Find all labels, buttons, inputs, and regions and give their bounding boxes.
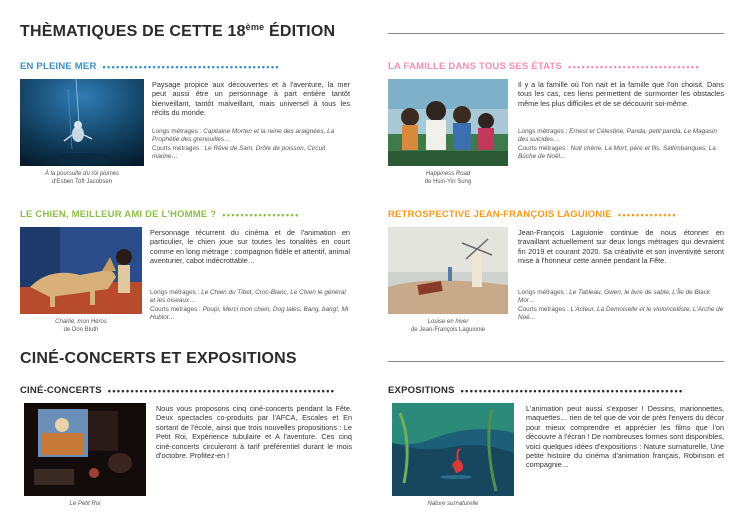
film-still-happiness-road: [388, 79, 508, 166]
section-heading-laguionie: RETROSPECTIVE JEAN-FRANÇOIS LAGUIONIE •••••••••••••: [388, 209, 677, 220]
text-pleine-mer: Paysage propice aux découvertes et à l'aventure, la mer peut aussi être un personnage à part entière tantôt bienveillant, tantôt malveillant, mais universel à tous les récits du monde.: [152, 80, 350, 118]
section-heading-cine-concerts: CINÉ-CONCERTS ••••••••••••••••••••••••••••••••••••••••••••••••••: [20, 385, 336, 396]
text-cine-concerts: Nous vous proposons cinq ciné-concerts pendant la Fête. Deux spectacles co-produits par l'AFCA, Escales et En sortant de l'école, ainsi que trois nouvelles propositions : Le Petit Roi, Expérience tubulaire et A l'aventure. Ces cinq ciné-concerts circuleront à tarif préférentiel durant le mois d'octobre. Profitez-en !: [156, 404, 352, 461]
page-title-thematiques: THÈMATIQUES DE CETTE 18ème ÉDITION: [20, 22, 336, 40]
caption-roi-plumes: À la poursuite du roi plumes d'Esben Toft Jacobsen: [44, 171, 120, 185]
title2-rule: [388, 361, 724, 362]
film-still-nature-surnaturelle: [392, 403, 514, 496]
caption-louise: Louise en hiver de Jean-François Laguionie: [410, 319, 486, 333]
caption-happiness-road: Happiness Road de Hsin-Yin Sung: [424, 171, 472, 185]
caption-charlie: Charlie, mon Héros de Don Bluth: [55, 319, 107, 333]
page-title-cine-concerts-expositions: CINÉ-CONCERTS ET EXPOSITIONS: [20, 350, 297, 367]
caption-nature-surnaturelle: Nature surnaturelle: [427, 501, 479, 507]
text-laguionie: Jean-François Laguionie continue de nous étonner en travaillant actuellement sur deux longs métrages qui devraient fin 2019 et courant 2020. Sa créativité et son inventivité seront mise à l'honneur cette année pendant la Fête.: [518, 228, 724, 266]
film-still-petit-roi: [24, 403, 146, 496]
films-chien: Longs métrages : Le Chien du Tibet, Croc-Blanc, Le Chien le général et les oiseaux… Courts métrages : Poupi, Merci mon chien, Dog tales, Bang, bang!, Mr Hublot…: [150, 289, 349, 322]
section-heading-chien: LE CHIEN, MEILLEUR AMI DE L'HOMME ? •••••••••••••••••: [20, 209, 300, 220]
text-chien: Personnage récurrent du cinéma et de l'animation en particulier, le chien joue sur toutes les tonalités en court comme en long métrage : compagnon fidèle et attentif, animal aventurier, cabot indécrottable…: [150, 228, 350, 266]
text-famille: Il y a la famille où l'on nait et la famille que l'on choisit. Dans tous les cas, ces liens permettent de surmonter les obstacles même les plus difficiles et de se découvrir soi-même.: [518, 80, 724, 108]
section-heading-expositions: EXPOSITIONS •••••••••••••••••••••••••••••••••••••••••••••••••: [388, 385, 684, 396]
film-still-charlie: [20, 227, 142, 314]
section-heading-pleine-mer: EN PLEINE MER •••••••••••••••••••••••••••••••••••••••: [20, 61, 280, 72]
film-still-roi-plumes: [20, 79, 144, 166]
films-laguionie: Longs métrages : Le Tableau, Gwen, le livre de sable, L'Île de Black Mor… Courts métrages : L'Acteur, La Demoiselle et le violoncelliste, L'Arche de Noé…: [518, 289, 724, 322]
caption-petit-roi: Le Petit Roi: [69, 501, 101, 507]
films-pleine-mer: Longs métrages : Capitaine Morten et la reine des araignées, La Prophétie des grenouilles… Courts métrages : Le Rêve de Sam, Drôle de poisson, Circuit marine…: [152, 128, 335, 161]
film-still-louise: [388, 227, 508, 314]
films-famille: Longs métrages : Ernest et Célestine, Panda, petit panda, Le Magasin des suicides… Courts métrages : Nuit chérie, La Mort, père et fils, Saltimbanques, La Bûche de Noël…: [518, 128, 717, 161]
title-rule: [388, 33, 724, 34]
text-expositions: L'animation peut aussi s'exposer ! Dessins, marionnettes, maquettes… rien de tel que de voir de près l'envers du décor pour mieux comprendre et apprécier les films que l'on découvre à l'écran ! De nombreuses formes sont disponibles, voici quelques idées d'expositions : Nature surnaturelle, Une petite histoire du cinéma d'animation français, Robinson et compagnie…: [526, 404, 724, 470]
section-heading-famille: LA FAMILLE DANS TOUS SES ÉTATS •••••••••••••••••••••••••••••: [388, 61, 701, 72]
